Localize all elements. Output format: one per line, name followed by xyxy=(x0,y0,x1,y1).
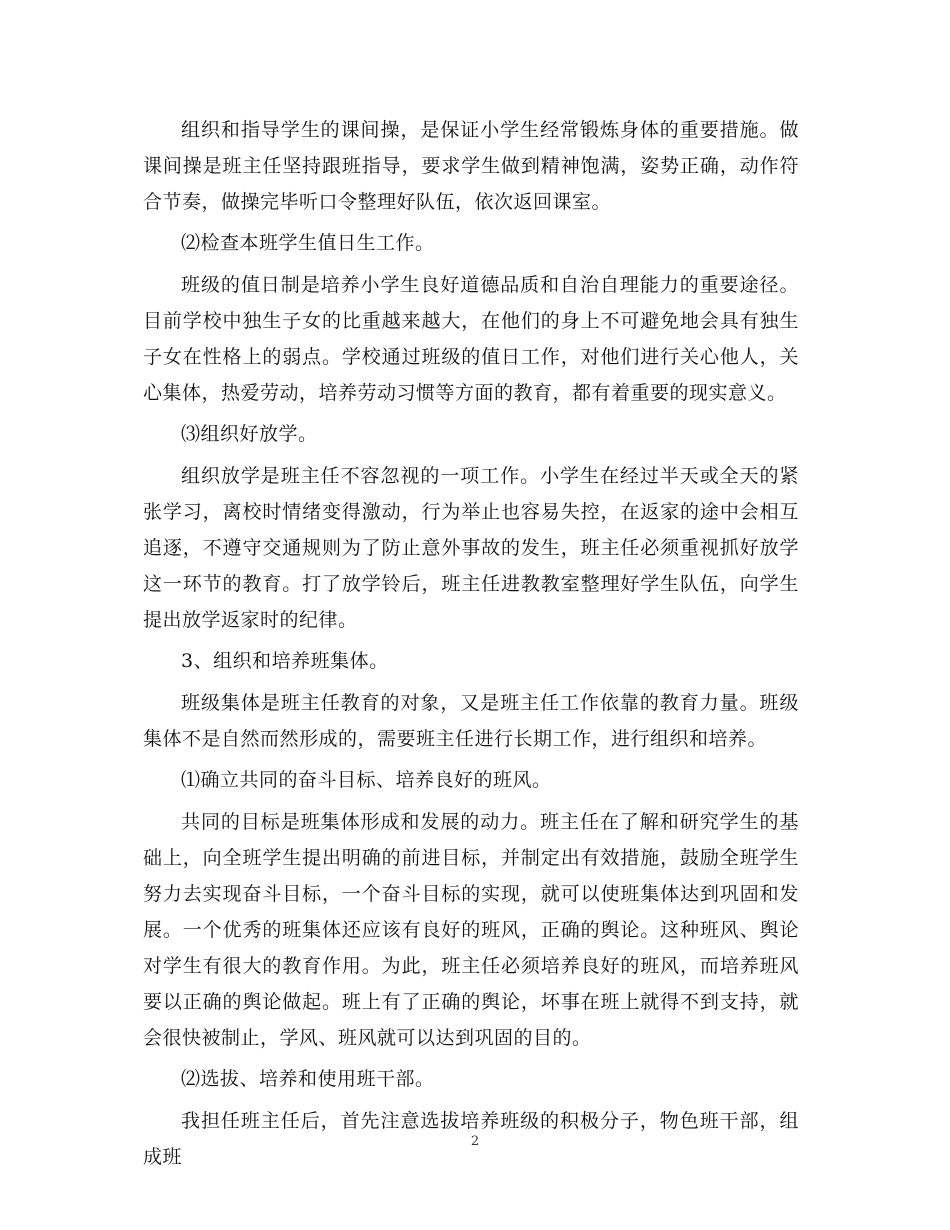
subheading-common-goal: ⑴确立共同的奋斗目标、培养良好的班风。 xyxy=(181,769,552,791)
subheading-dismissal: ⑶组织好放学。 xyxy=(181,423,318,445)
paragraph-common-goal: 共同的目标是班集体形成和发展的动力。班主任在了解和研究学生的基础上，向全班学生提出明确的前进目标，并制定出有效措施，鼓励全班学生努力去实现奋斗目标，一个奋斗目标的实现，就可以使班集体达到巩固和发展。一个优秀的班集体还应该有良好的班风，正确的舆论。这种班风、舆论对学生有很大的教育作用。为此，班主任必须培养良好的班风，而培养班风要以正确的舆论做起。班上有了正确的舆论，坏事在班上就得不到支持，就会很快被制止，学风、班风就可以达到巩固的目的。 xyxy=(143,811,799,1049)
document-body xyxy=(143,112,799,1180)
paragraph-class-cadres: 我担任班主任后，首先注意选拔培养班级的积极分子，物色班干部，组成班 xyxy=(143,1110,799,1168)
paragraph-class-collective: 班级集体是班主任教育的对象，又是班主任工作依靠的教育力量。班级集体不是自然而然形成的，需要班主任进行长期工作，进行组织和培养。 xyxy=(143,692,799,750)
paragraph-exercise-guidance: 组织和指导学生的课间操，是保证小学生经常锻炼身体的重要措施。做课间操是班主任坚持跟班指导，要求学生做到精神饱满，姿势正确，动作符合节奏，做操完毕听口令整理好队伍，依次返回课室。 xyxy=(143,119,799,213)
page-number: 2 xyxy=(470,1134,480,1149)
paragraph-dismissal: 组织放学是班主任不容忽视的一项工作。小学生在经过半天或全天的紧张学习，离校时情绪变得激动，行为举止也容易失控，在返家的途中会相互追逐，不遵守交通规则为了防止意外事故的发生，班主任必须重视抓好放学这一环节的教育。打了放学铃后，班主任进教教室整理好学生队伍，向学生提出放学返家时的纪律。 xyxy=(143,465,799,631)
subheading-duty-check: ⑵检查本班学生值日生工作。 xyxy=(181,232,435,254)
subheading-class-cadres: ⑵选拔、培养和使用班干部。 xyxy=(181,1068,435,1090)
section-heading-class-collective: 3、组织和培养班集体。 xyxy=(181,650,389,672)
paragraph-duty-system: 班级的值日制是培养小学生良好道德品质和自治自理能力的重要途径。目前学校中独生子女的比重越来越大，在他们的身上不可避免地会具有独生子女在性格上的弱点。学校通过班级的值日工作，对他们进行关心他人，关心集体，热爱劳动，培养劳动习惯等方面的教育，都有着重要的现实意义。 xyxy=(143,274,799,404)
